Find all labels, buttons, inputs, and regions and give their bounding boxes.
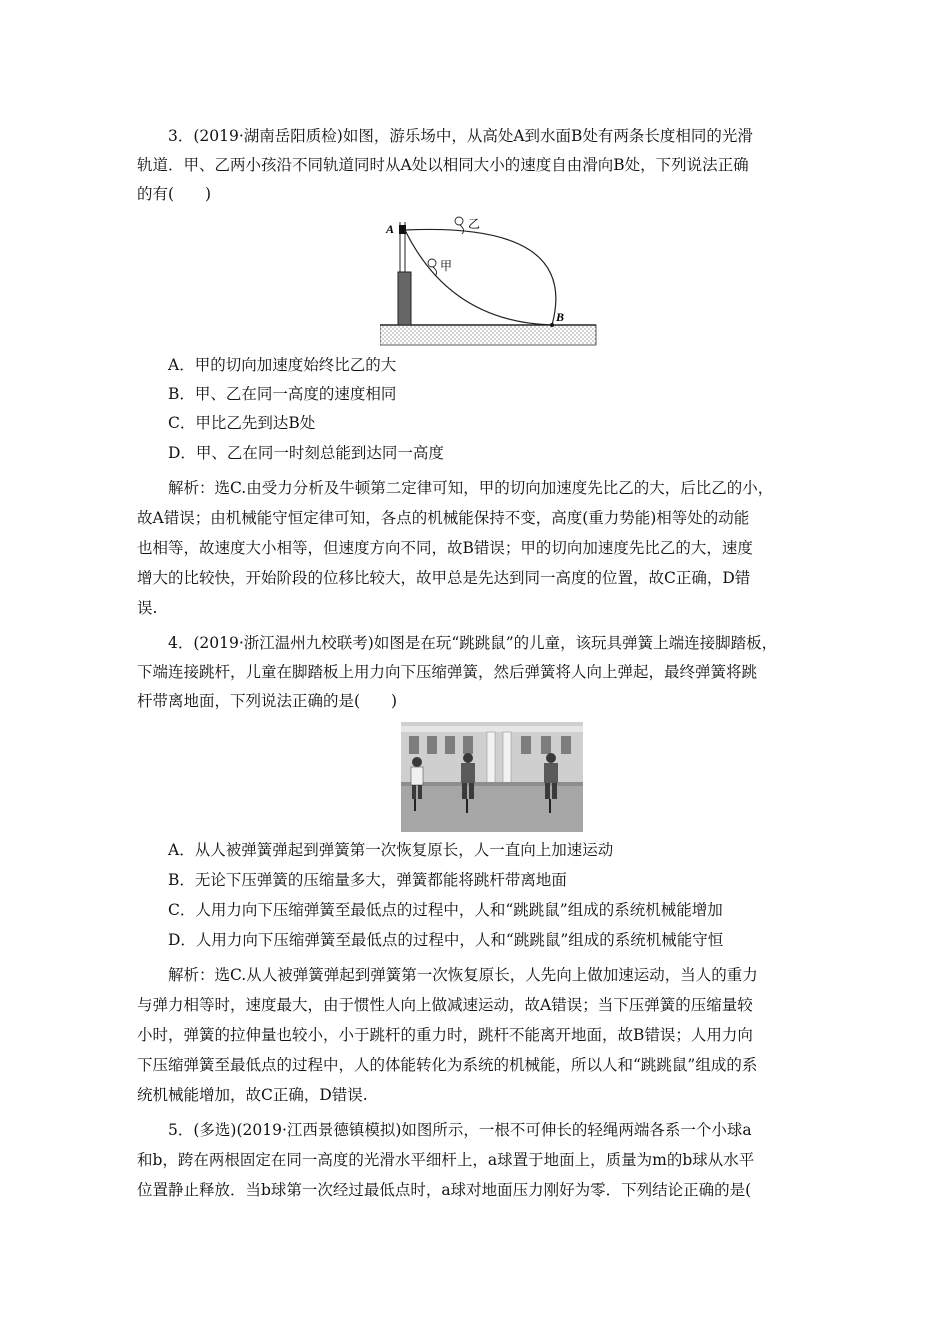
q3-option-a: A．甲的切向加速度始终比乙的大 xyxy=(168,356,397,374)
q4-analysis-line-2: 与弹力相等时，速度最大，由于惯性人向上做减速运动，故A错误；当下压弹簧的压缩量较 xyxy=(137,996,753,1014)
q4-option-a: A．从人被弹簧弹起到弹簧第一次恢复原长，人一直向上加速运动 xyxy=(168,841,614,859)
q3-track-figure xyxy=(380,212,600,348)
q4-analysis-line-5: 统机械能增加，故C正确，D错误. xyxy=(137,1086,368,1104)
q4-option-d: D．人用力向下压缩弹簧至最低点的过程中，人和“跳跳鼠”组成的系统机械能守恒 xyxy=(168,931,724,949)
q3-analysis-line-2: 故A错误；由机械能守恒定律可知，各点的机械能保持不变，高度(重力势能)相等处的动能 xyxy=(137,509,750,527)
q4-option-c: C．人用力向下压缩弹簧至最低点的过程中，人和“跳跳鼠”组成的系统机械能增加 xyxy=(168,901,723,919)
q3-option-b: B．甲、乙在同一高度的速度相同 xyxy=(168,385,397,403)
label-a: A xyxy=(386,222,395,236)
q4-stem-line-2: 下端连接跳杆，儿童在脚踏板上用力向下压缩弹簧，然后弹簧将人向上弹起，最终弹簧将跳 xyxy=(137,663,758,681)
q3-analysis-line-5: 误. xyxy=(137,599,158,617)
track-jia xyxy=(405,230,552,325)
q4-analysis-line-1: 解析：选C.从人被弹簧弹起到弹簧第一次恢复原长，人先向上做加速运动，当人的重力 xyxy=(168,966,758,984)
q4-analysis-line-3: 小时，弹簧的拉伸量也较小，小于跳杆的重力时，跳杆不能离开地面，故B错误；人用力向 xyxy=(137,1026,753,1044)
q3-stem-line-1: 3．(2019·湖南岳阳质检)如图，游乐场中，从高处A到水面B处有两条长度相同的光滑 xyxy=(168,127,753,145)
q3-analysis-line-4: 增大的比较快，开始阶段的位移比较大，故甲总是先达到同一高度的位置，故C正确，D错 xyxy=(137,569,751,587)
q5-stem-line-1: 5．(多选)(2019·江西景德镇模拟)如图所示，一根不可伸长的轻绳两端各系一个小球a xyxy=(168,1121,752,1139)
q4-option-b: B．无论下压弹簧的压缩量多大，弹簧都能将跳杆带离地面 xyxy=(168,871,567,889)
q3-analysis-line-1: 解析：选C.由受力分析及牛顿第二定律可知，甲的切向加速度先比乙的大，后比乙的小， xyxy=(168,479,774,497)
q5-stem-line-2: 和b，跨在两根固定在同一高度的光滑水平细杆上，a球置于地面上，质量为m的b球从水平 xyxy=(137,1151,755,1169)
q5-stem-line-3: 位置静止释放．当b球第一次经过最低点时，a球对地面压力刚好为零．下列结论正确的是( xyxy=(137,1181,752,1199)
q3-analysis-line-3: 也相等，故速度大小相等，但速度方向不同，故B错误；甲的切向加速度先比乙的大，速度 xyxy=(137,539,753,557)
q4-photo-children-jumping xyxy=(401,722,583,832)
q3-option-c: C．甲比乙先到达B处 xyxy=(168,414,316,432)
q4-analysis-line-4: 下压缩弹簧至最低点的过程中，人的体能转化为系统的机械能，所以人和“跳跳鼠”组成的系 xyxy=(137,1056,758,1074)
q4-stem-line-3: 杆带离地面，下列说法正确的是( ) xyxy=(137,692,398,710)
label-b: B xyxy=(556,310,565,324)
label-yi: 乙 xyxy=(468,217,481,231)
track-yi xyxy=(405,229,556,325)
q3-stem-line-3: 的有( ) xyxy=(137,185,212,203)
label-jia: 甲 xyxy=(440,259,453,273)
tower-post xyxy=(398,272,411,325)
q3-option-d: D．甲、乙在同一时刻总能到达同一高度 xyxy=(168,444,444,462)
q3-stem-line-2: 轨道．甲、乙两小孩沿不同轨道同时从A处以相同大小的速度自由滑向B处，下列说法正确 xyxy=(137,156,749,174)
ground xyxy=(380,325,596,345)
q4-stem-line-1: 4．(2019·浙江温州九校联考)如图是在玩“跳跳鼠”的儿童，该玩具弹簧上端连接脚踏板， xyxy=(168,634,778,652)
